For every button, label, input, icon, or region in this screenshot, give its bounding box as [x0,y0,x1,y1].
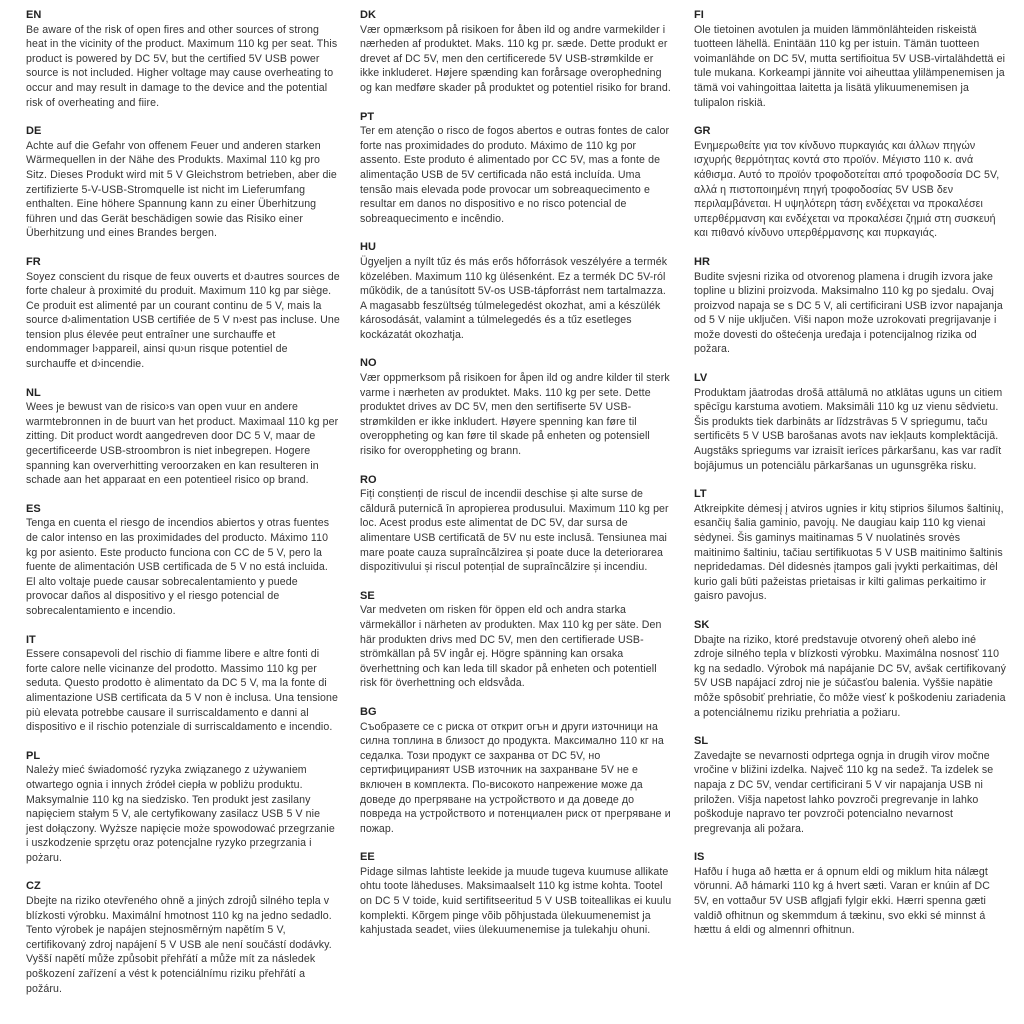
language-code-label: NO [360,357,377,370]
column-1 [26,8,340,1010]
language-code-label: PT [360,110,375,123]
language-warning-text: Pidage silmas lahtiste leekide ja muude tugeva kuumuse allikate ohtu toote läheduses. Maksimaalselt 110 kg istme kohta. Tootel on DC 5 V toide, kuid sertifitseeritud 5 V USB toiteallikas ei kuulu komplekti. Kõrgem pinge võib põhjustada ülekuumenemist ja kahjustada seadet, viies ülekuumenemise ja tulekahju ohuni. [360,865,672,937]
language-section [360,473,674,575]
language-section [360,589,674,691]
language-warning-text: Dbajte na riziko, ktoré predstavuje otvorený oheň alebo iné zdroje silného tepla v blízkosti výrobku. Maximálna nosnosť 110 kg na sedadlo. Výrobok má napájanie DC 5V, avšak certifikovaný 5V USB napájací zdroj nie je súčasťou balenia. Vyššie napätie môže spôsobiť prehriatie, čo môže viesť k poškodeniu zariadenia a potenciálnemu riziku prehriatia a požiaru. [694,633,1007,719]
language-code-label: NL [26,386,41,399]
language-code-label: PL [26,749,41,762]
language-code-label: SE [360,589,375,602]
language-warning-text: Hafðu í huga að hætta er á opnum eldi og miklum hita nálægt vörunni. Að hámarki 110 kg á hvert sæti. Varan er knúin af DC 5V, en vottaður 5V USB aflgjafi fylgir ekki. Hærri spenna gæti valdið ofhitnun og skemmdum á tækinu, svo ekki sé minnst á hættu á eldi og almennri ofhitnun. [694,865,990,937]
language-code-label: CZ [26,880,41,893]
language-code-label: HR [694,255,710,268]
language-warning-text: Var medveten om risken för öppen eld och andra starka värmekällor i närheten av produkten. Max 110 kg per säte. Den här produkten drivs med DC 5V, men den certifierade USB-strömkällan på 5V ingår ej. Högre spänning kan orsaka överhettning och kan leda till skador på enheten och potentiell risk för överhettning och eldsvåda. [360,604,662,690]
language-code-label: SK [694,618,710,631]
column-2 [360,8,674,1010]
language-code-label: EN [26,9,42,21]
language-warning-text: Be aware of the risk of open fires and other sources of strong heat in the vicinity of the product. Maximum 110 kg per seat. This product is powered by DC 5V, but the certified 5V USB power source is not included. Higher voltage may cause overheating to occur and may result in damage to the device and the potential risk of overheating and fiire. [26,23,338,109]
language-section [360,356,674,458]
language-section [694,850,1008,938]
language-warning-text: Ενημερωθείτε για τον κίνδυνο πυρκαγιάς και άλλων πηγών ισχυρής θερμότητας κοντά στο προϊόν. Μέγιστο 110 κ. ανά κάθισμα. Αυτό το προϊόν τροφοδοτείται από τροφοδοσία DC 5V, αλλά η πιστοποιημένη πηγή τροφοδοσίας 5V USB δεν περιλαμβάνεται. Η υψηλότερη τάση ενδέχεται να προκαλέσει υπερθέρμανση και ενδέχεται να προκαλέσει ζημιά στη συσκευή και πιθανό κίνδυνο υπερθέρμανσης και πυρκαγιάς. [694,139,1000,240]
language-warning-text: Vær opmærksom på risikoen for åben ild og andre varmekilder i nærheden af produktet. Maks. 110 kg pr. sæde. Dette produkt er drevet af DC 5V, men den certificerede 5V USB-strømkilde er ikke inkluderet. Højere spænding kan forårsage overophedning og kan medføre skader på produktet og potentiel risiko for brand. [360,23,671,94]
language-warning-text: Ügyeljen a nyílt tűz és más erős hőforrások veszélyére a termék közelében. Maximum 110 kg ülésenként. Ez a termék DC 5V-ról működik, de a tanúsított 5V-os USB-tápforrást nem tartalmazza. A magasabb feszültség túlmelegedést okozhat, ami a készülék károsodását, valamint a túlmelegedés és a tűz esetleges kockázatát okozhatja. [360,255,668,341]
language-section [26,633,340,735]
language-warning-text: Dbejte na riziko otevřeného ohně a jiných zdrojů silného tepla v blízkosti výrobku. Maximální hmotnost 110 kg na jedno sedadlo. Tento výrobek je napájen stejnosměrným napětím 5 V, certifikovaný zdroj napájení 5 V USB ale není součástí dodávky. Vyšší napětí může způsobit přehřátí a může mít za následek poškození zařízení a vést k potenciálnímu riziku přehřátí a požáru. [26,895,332,995]
language-section [360,110,674,227]
language-section [360,850,674,938]
language-section [694,734,1008,836]
language-code-label: ES [26,502,41,515]
language-warning-text: Essere consapevoli del rischio di fiamme libere e altre fonti di forte calore nelle vicinanze del prodotto. Massimo 110 kg per seduta. Questo prodotto è alimentato da DC 5 V, ma la fonte di alimentazione USB certificata da 5 V non è inclusa. Una tensione più elevata potrebbe causare il surriscaldamento e danni al dispositivo e il rischio potenziale di surriscaldamento e incendio. [26,648,339,734]
language-section [694,618,1008,720]
language-code-label: EE [360,851,375,864]
language-code-label: BG [360,705,377,718]
language-section [694,487,1008,604]
column-3 [694,8,1008,1010]
language-section [694,8,1008,110]
language-code-label: HU [360,241,376,254]
language-section [694,124,1008,241]
language-section [26,8,340,110]
language-warning-text: Zavedajte se nevarnosti odprtega ognja in drugih virov močne vročine v bližini izdelka. Največ 110 kg na sedež. Ta izdelek se napaja z DC 5V, vendar certificirani 5 V vir napajanja USB ni priložen. Višja napetost lahko povzroči pregrevanje in lahko poškoduje napravo ter povzroči potencialno nevarnost pregrevanja ali požara. [694,749,994,835]
language-warning-text: Fiți conștienți de riscul de incendii deschise și alte surse de căldură puternică în apropierea produsului. Maximum 110 kg per loc. Acest produs este alimentat de DC 5V, dar sursa de alimentare USB certificată de 5V nu este inclusă. Tensiunea mai mare poate cauza supraîncălzirea și poate duce la deteriorarea dispozitivului și riscul potențial de supraîncălzire și incendiu. [360,488,669,574]
language-warning-text: Съобразете се с риска от открит огън и други източници на силна топлина в близост до продукта. Максимално 110 кг на седалка. Този продукт се захранва от DC 5V, но сертифицираният USB източник на захранване 5V не е включен в комплекта. По-високото напрежение може да доведе до прегряване на устройството и да доведе до повреда на устройството и потенциален риск от прегряване и пожар. [360,720,671,835]
language-section [26,502,340,619]
language-code-label: RO [360,473,377,486]
language-section [360,705,674,836]
language-warning-text: Atkreipkite dėmesį į atviros ugnies ir kitų stiprios šilumos šaltinių, esančių šalia gaminio, pavojų. Ne daugiau kaip 110 kg vienai sėdynei. Šis gaminys maitinamas 5 V nuolatinės srovės maitinimo šaltiniu, tačiau sertifikuotas 5 V USB maitinimo šaltinis nepridedamas. Dėl didesnės įtampos gali įvykti perkaitimas, dėl kurio gali būti pažeistas prietaisas ir kilti galimas perkaitimo ir gaisro pavojus. [694,502,1004,603]
language-code-label: SL [694,735,709,748]
language-section [360,240,674,342]
language-warning-text: Vær oppmerksom på risikoen for åpen ild og andre kilder til sterk varme i nærheten av produktet. Maks. 110 kg per sete. Dette produktet drives av DC 5V, men den sertifiserte 5V USB-strømkilden er ikke inkludert. Høyere spenning kan føre til overoppheting og kan føre til skade på enheten og potensiell risiko for overoppheting og brann. [360,372,670,458]
language-warning-text: Wees je bewust van de risico›s van open vuur en andere warmtebronnen in de buurt van het product. Maximaal 110 kg per zitting. Dit product wordt aangedreven door DC 5 V, maar de gecertificeerde USB-stroombron is niet inbegrepen. Hogere spanning kan oververhitting veroorzaken en kan resulteren in schade aan het apparaat en een potentieel risico op brand. [26,401,339,487]
language-warning-text: Ole tietoinen avotulen ja muiden lämmönlähteiden riskeistä tuotteen lähellä. Enintään 110 kg per istuin. Tämän tuotteen voimanlähde on DC 5V, mutta sertifioitua 5V USB-virtalähdettä ei tule mukana. Korkeampi jännite voi aiheuttaa ylilämpenemisen ja tämä voi vahingoittaa laitetta ja lisätä ylikuumenemisen ja tulipalon riskiä. [694,23,1006,109]
language-section [26,386,340,488]
language-code-label: LT [694,488,707,501]
language-warning-text: Soyez conscient du risque de feux ouverts et d›autres sources de forte chaleur à proximité du produit. Maximum 110 kg par siège. Ce produit est alimenté par un courant continu de 5 V, mais la source d›alimentation USB certifiée de 5 V n›est pas incluse. Une tension plus élevée peut entraîner une surchauffe et endommager l›appareil, ainsi qu›un risque potentiel de surchauffe et d›incendie. [26,270,340,371]
language-code-label: DK [360,9,376,21]
language-code-label: IS [694,851,705,864]
language-section [26,879,340,996]
language-section [26,124,340,241]
language-warning-text: Tenga en cuenta el riesgo de incendios abiertos y otras fuentes de calor intenso en las proximidades del producto. Máximo 110 kg por asiento. Este producto funciona con CC de 5 V, pero la fuente de alimentación USB certificada de 5 V no está incluida. El alto voltaje puede causar sobrecalentamiento y puede provocar daños al dispositivo y el riesgo potencial de sobrecalentamiento e incendio. [26,517,330,617]
language-warning-text: Produktam jāatrodas drošā attālumā no atklātas uguns un citiem spēcīgu karstuma avotiem. Maksimāli 110 kg uz vienu sēdvietu. Šis produkts tiek darbināts ar līdzstrāvas 5 V spriegumu, taču sertificēts 5 V USB barošanas avots nav iekļauts komplektācijā. Augstāks spriegums var izraisīt ierīces pārkaršanu, kas var radīt bojājumus un potenciālu pārkaršanas un ugunsgrēka risku. [694,386,1003,472]
language-warning-text: Achte auf die Gefahr von offenem Feuer und anderen starken Wärmequellen in der Nähe des Produkts. Maximal 110 kg pro Sitz. Dieses Produkt wird mit 5 V Gleichstrom betrieben, aber die zertifizierte 5-V-USB-Stromquelle ist nicht im Lieferumfang enthalten. Eine höhere Spannung kann zu einer Überhitzung führen und das Gerät beschädigen sowie das Risiko einer Überhitzung und eines Brandes bergen. [26,139,337,240]
language-warning-text: Należy mieć świadomość ryzyka związanego z używaniem otwartego ognia i innych źródeł ciepła w pobliżu produktu. Maksymalnie 110 kg na siedzisko. Ten produkt jest zasilany napięciem stałym 5 V, ale certyfikowany zasilacz USB 5 V nie jest dołączony. Wyższe napięcie może spowodować przegrzanie i uszkodzenie sprzętu oraz potencjalne ryzyko przegrzania i pożaru. [26,764,335,864]
language-code-label: FI [694,9,704,21]
language-section [26,749,340,866]
language-section [26,255,340,372]
language-code-label: FR [26,255,41,268]
language-section [694,371,1008,473]
language-warning-text: Budite svjesni rizika od otvorenog plamena i drugih izvora jake topline u blizini proizvoda. Maksimalno 110 kg po sjedalu. Ovaj proizvod napaja se s DC 5 V, ali certificirani USB izvor napajanja od 5 V nije uključen. Viši napon može uzrokovati pregrijavanje i može dovesti do oštećenja uređaja i potencijalnog rizika od požara. [694,270,1003,356]
language-code-label: IT [26,633,36,646]
language-code-label: DE [26,125,42,138]
language-code-label: LV [694,372,708,385]
language-warning-text: Ter em atenção o risco de fogos abertos e outras fontes de calor forte nas proximidades do produto. Máximo de 110 kg por assento. Este produto é alimentado por CC 5V, mas a fonte de alimentação USB de 5V certificada não está incluída. Uma tensão mais elevada pode provocar um sobreaquecimento e resultar em danos no dispositivo e no risco potencial de sobreaquecimento e incêndio. [360,125,670,225]
language-code-label: GR [694,125,711,138]
language-section [694,255,1008,357]
language-section [360,8,674,96]
